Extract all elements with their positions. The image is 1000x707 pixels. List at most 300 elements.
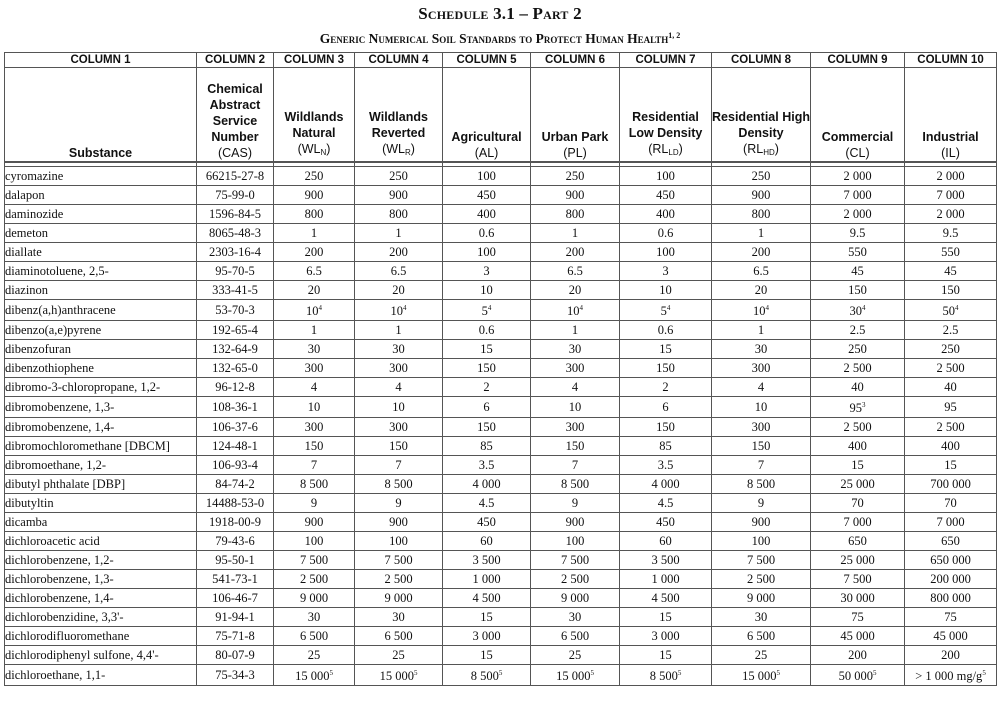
column-header-3 [274, 68, 355, 163]
value-cell: 45 [905, 262, 997, 281]
value-cell: 2 500 [905, 418, 997, 437]
footnote-marker: 5 [590, 669, 594, 677]
value-cell: 30 [274, 340, 355, 359]
value-cell: 4 000 [620, 475, 712, 494]
value-cell: 45 000 [905, 627, 997, 646]
value-cell: 4 500 [443, 589, 531, 608]
value-cell: 300 [531, 359, 620, 378]
column-header-label: Wildlands Natural [284, 110, 344, 140]
value-cell: 6.5 [712, 262, 811, 281]
value-cell: 9.5 [905, 224, 997, 243]
cas-cell: 66215-27-8 [197, 167, 274, 186]
footnote-marker: 5 [498, 669, 503, 677]
column-header-abbreviation: $(RL_{LD})$ [648, 142, 683, 157]
table-row [5, 532, 997, 551]
value-cell: 150 [531, 437, 620, 456]
value-cell: 7 [355, 456, 443, 475]
cas-cell: 106-93-4 [197, 456, 274, 475]
column-header-7 [620, 68, 712, 163]
value-cell: 15 $000^5$ [274, 665, 355, 686]
value-cell: 300 [712, 359, 811, 378]
value-cell: 9.5 [811, 224, 905, 243]
footnote-marker: 4 [487, 304, 492, 312]
value-cell: 1 [355, 321, 443, 340]
column-number-2: COLUMN 2 [197, 53, 274, 68]
value-cell: 3 500 [620, 551, 712, 570]
value-cell: 200 [274, 243, 355, 262]
value-cell: 60 [620, 532, 712, 551]
value-cell: 700 000 [905, 475, 997, 494]
substance-cell: dibromobenzene, 1,3- [5, 397, 197, 418]
value-cell: 4.5 [443, 494, 531, 513]
column-header-4 [355, 68, 443, 163]
value-cell: 3.5 [443, 456, 531, 475]
substance-cell: dibutyl phthalate [DBP] [5, 475, 197, 494]
substance-cell: cyromazine [5, 167, 197, 186]
substance-cell: dichlorodiphenyl sulfone, 4,4'- [5, 646, 197, 665]
footnote-marker: 4 [955, 304, 959, 312]
value-cell: 75 [905, 608, 997, 627]
value-cell: 800 [712, 205, 811, 224]
value-cell: 250 [531, 167, 620, 186]
value-cell: 3 000 [620, 627, 712, 646]
value-cell: 100 [620, 243, 712, 262]
value-cell: 900 [274, 186, 355, 205]
document-title: Schedule 3.1 – Part 2 [418, 4, 582, 23]
column-header-label: Urban Park [541, 130, 609, 144]
value-cell: 6.5 [355, 262, 443, 281]
value-cell: 1 000 [620, 570, 712, 589]
value-cell: 8 $500^5$ [443, 665, 531, 686]
value-cell: 2 [620, 378, 712, 397]
substance-cell: dibromochloromethane [DBCM] [5, 437, 197, 456]
table-row [5, 321, 997, 340]
value-cell: 300 [274, 418, 355, 437]
value-cell: > 1 000 $mg/g^5$ [905, 665, 997, 686]
value-cell: 100 [620, 167, 712, 186]
footnote-marker: 5 [776, 669, 780, 677]
substance-cell: dalapon [5, 186, 197, 205]
value-cell: 200 [531, 243, 620, 262]
substance-cell: dibenz(a,h)anthracene [5, 300, 197, 321]
table-row [5, 167, 997, 186]
value-cell: 450 [620, 513, 712, 532]
column-header-1 [5, 68, 197, 163]
value-cell: 30 [531, 608, 620, 627]
value-cell: 10 [355, 397, 443, 418]
value-cell: 7 [531, 456, 620, 475]
cas-cell: 79-43-6 [197, 532, 274, 551]
table-row [5, 494, 997, 513]
footnote-marker: 4 [862, 304, 866, 312]
value-cell: 7 000 [905, 513, 997, 532]
substance-cell: dibromo-3-chloropropane, 1,2- [5, 378, 197, 397]
value-cell: 900 [355, 513, 443, 532]
column-header-label: Industrial [922, 130, 979, 144]
value-cell: 0.6 [620, 224, 712, 243]
value-cell: $50^4$ [905, 300, 997, 321]
table-row [5, 205, 997, 224]
value-cell: 1 [712, 321, 811, 340]
value-cell: 6.5 [531, 262, 620, 281]
value-cell: 15 [443, 608, 531, 627]
column-header-abbreviation: (CL) [845, 146, 870, 160]
value-cell: 800 000 [905, 589, 997, 608]
cas-cell: 1596-84-5 [197, 205, 274, 224]
value-cell: 0.6 [443, 224, 531, 243]
value-cell: 9 000 [355, 589, 443, 608]
substance-cell: diazinon [5, 281, 197, 300]
value-cell: 450 [443, 186, 531, 205]
value-cell: 900 [531, 513, 620, 532]
value-cell: $10^4$ [355, 300, 443, 321]
value-cell: 300 [355, 359, 443, 378]
value-cell: 60 [443, 532, 531, 551]
value-cell: 0.6 [443, 321, 531, 340]
value-cell: 550 [811, 243, 905, 262]
column-number-9: COLUMN 9 [811, 53, 905, 68]
table-row [5, 359, 997, 378]
value-cell: 30 [712, 340, 811, 359]
column-header-abbreviation: (CAS) [217, 146, 253, 160]
value-cell: 1 [712, 224, 811, 243]
value-cell: 7 500 [274, 551, 355, 570]
column-number-4: COLUMN 4 [355, 53, 443, 68]
column-header-abbreviation: (PL) [563, 146, 587, 160]
value-cell: 25 [274, 646, 355, 665]
column-header-abbreviation: $(WL_N)$ [297, 142, 331, 157]
cas-cell: 96-12-8 [197, 378, 274, 397]
value-cell: 9 [274, 494, 355, 513]
value-cell: $5^4$ [443, 300, 531, 321]
value-cell: 2 500 [531, 570, 620, 589]
value-cell: 900 [712, 513, 811, 532]
value-cell: 800 [355, 205, 443, 224]
cas-cell: 75-71-8 [197, 627, 274, 646]
value-cell: 15 [620, 608, 712, 627]
value-cell: 30 [274, 608, 355, 627]
value-cell: 15 [620, 646, 712, 665]
subtitle-footnote: 1, 2 [668, 31, 681, 40]
substance-cell: demeton [5, 224, 197, 243]
value-cell: 15 $000^5$ [712, 665, 811, 686]
column-number-7: COLUMN 7 [620, 53, 712, 68]
value-cell: 250 [905, 340, 997, 359]
value-cell: 0.6 [620, 321, 712, 340]
value-cell: 2 500 [811, 418, 905, 437]
value-cell: 2 000 [811, 167, 905, 186]
value-cell: 4 000 [443, 475, 531, 494]
value-cell: 30 [355, 608, 443, 627]
value-cell: 7 000 [811, 186, 905, 205]
value-cell: 8 500 [274, 475, 355, 494]
column-header-row [5, 68, 997, 163]
value-cell: 50 $000^5$ [811, 665, 905, 686]
value-cell: 10 [443, 281, 531, 300]
value-cell: 40 [811, 378, 905, 397]
substance-cell: dichloroethane, 1,1- [5, 665, 197, 686]
value-cell: 100 [443, 167, 531, 186]
value-cell: 4 [355, 378, 443, 397]
value-cell: 250 [712, 167, 811, 186]
value-cell: 15 [443, 646, 531, 665]
cas-cell: 124-48-1 [197, 437, 274, 456]
cas-cell: 91-94-1 [197, 608, 274, 627]
value-cell: 9 [712, 494, 811, 513]
table-row [5, 378, 997, 397]
table-row [5, 589, 997, 608]
value-cell: 7 [274, 456, 355, 475]
column-number-6: COLUMN 6 [531, 53, 620, 68]
column-header-8 [712, 68, 811, 163]
value-cell: 20 [274, 281, 355, 300]
column-number-8: COLUMN 8 [712, 53, 811, 68]
value-cell: 3.5 [620, 456, 712, 475]
column-header-5 [443, 68, 531, 163]
value-cell: 100 [355, 532, 443, 551]
column-header-9 [811, 68, 905, 163]
value-cell: 2 500 [712, 570, 811, 589]
soil-standards-table [4, 52, 997, 686]
value-cell: 10 [712, 397, 811, 418]
value-cell: 9 [355, 494, 443, 513]
table-row [5, 646, 997, 665]
value-cell: 9 000 [274, 589, 355, 608]
column-header-6 [531, 68, 620, 163]
value-cell: 95 [905, 397, 997, 418]
value-cell: 150 [905, 281, 997, 300]
substance-cell: dichlorobenzene, 1,2- [5, 551, 197, 570]
column-number-1: COLUMN 1 [5, 53, 197, 68]
table-row [5, 300, 997, 321]
value-cell: 8 500 [531, 475, 620, 494]
value-cell: $10^4$ [531, 300, 620, 321]
value-cell: 2 500 [811, 359, 905, 378]
value-cell: 3 500 [443, 551, 531, 570]
value-cell: 6 500 [712, 627, 811, 646]
value-cell: 10 [620, 281, 712, 300]
cas-cell: 14488-53-0 [197, 494, 274, 513]
value-cell: 150 [620, 418, 712, 437]
value-cell: 300 [355, 418, 443, 437]
value-cell: 6 500 [531, 627, 620, 646]
value-cell: 7 500 [811, 570, 905, 589]
value-cell: 650 000 [905, 551, 997, 570]
value-cell: 70 [811, 494, 905, 513]
value-cell: 45 000 [811, 627, 905, 646]
value-cell: 400 [443, 205, 531, 224]
value-cell: 4.5 [620, 494, 712, 513]
table-row [5, 418, 997, 437]
value-cell: 4 [712, 378, 811, 397]
value-cell: 450 [620, 186, 712, 205]
value-cell: 300 [531, 418, 620, 437]
value-cell: 4 500 [620, 589, 712, 608]
value-cell: 200 [811, 646, 905, 665]
footnote-marker: 5 [413, 669, 418, 677]
document-subtitle: Generic Numerical Soil Standards to Protect Human Health$^{1, 2}$ [319, 31, 681, 46]
cas-cell: 95-50-1 [197, 551, 274, 570]
substance-cell: diallate [5, 243, 197, 262]
table-body [5, 167, 997, 686]
substance-cell: dicamba [5, 513, 197, 532]
column-header-label: Residential Low Density [628, 110, 703, 140]
footnote-marker: 4 [765, 304, 769, 312]
table-row [5, 551, 997, 570]
value-cell: 6 500 [274, 627, 355, 646]
column-header-abbreviation: (AL) [474, 146, 499, 160]
value-cell: 1 [274, 224, 355, 243]
value-cell: 150 [620, 359, 712, 378]
value-cell: $10^4$ [712, 300, 811, 321]
value-cell: 300 [274, 359, 355, 378]
value-cell: 650 [905, 532, 997, 551]
value-cell: 70 [905, 494, 997, 513]
value-cell: 200 [905, 646, 997, 665]
substance-cell: diaminotoluene, 2,5- [5, 262, 197, 281]
substance-cell: daminozide [5, 205, 197, 224]
footnote-marker: 5 [872, 669, 877, 677]
value-cell: 6 [620, 397, 712, 418]
column-number-5: COLUMN 5 [443, 53, 531, 68]
table-row [5, 437, 997, 456]
table-row [5, 262, 997, 281]
value-cell: 15 [811, 456, 905, 475]
table-row [5, 397, 997, 418]
substance-cell: dichlorobenzene, 1,4- [5, 589, 197, 608]
table-row [5, 627, 997, 646]
value-cell: 200 [355, 243, 443, 262]
value-cell: 2 000 [811, 205, 905, 224]
value-cell: 1 [531, 321, 620, 340]
value-cell: 150 [274, 437, 355, 456]
value-cell: 8 500 [355, 475, 443, 494]
value-cell: 15 $000^5$ [355, 665, 443, 686]
value-cell: 15 [443, 340, 531, 359]
substance-cell: dichloroacetic acid [5, 532, 197, 551]
value-cell: 7 500 [531, 551, 620, 570]
column-header-abbreviation: $(RL_{HD})$ [743, 142, 779, 157]
value-cell: 400 [811, 437, 905, 456]
table-row [5, 570, 997, 589]
table-row [5, 186, 997, 205]
value-cell: 8 $500^5$ [620, 665, 712, 686]
value-cell: 7 000 [811, 513, 905, 532]
table-row [5, 475, 997, 494]
table-row [5, 340, 997, 359]
value-cell: 85 [620, 437, 712, 456]
footnote-marker: 3 [862, 401, 866, 409]
value-cell: 400 [620, 205, 712, 224]
value-cell: 20 [355, 281, 443, 300]
footnote-marker: 4 [579, 304, 583, 312]
column-header-abbreviation: (IL) [941, 146, 960, 160]
value-cell: 30 000 [811, 589, 905, 608]
value-cell: 2 000 [905, 205, 997, 224]
value-cell: 4 [274, 378, 355, 397]
table-row [5, 456, 997, 475]
value-cell: 30 [355, 340, 443, 359]
value-cell: 45 [811, 262, 905, 281]
substance-cell: dibenzofuran [5, 340, 197, 359]
value-cell: 6 [443, 397, 531, 418]
value-cell: 100 [531, 532, 620, 551]
value-cell: 10 [274, 397, 355, 418]
substance-cell: dibenzo(a,e)pyrene [5, 321, 197, 340]
value-cell: 1 [274, 321, 355, 340]
value-cell: 75 [811, 608, 905, 627]
value-cell: 30 [531, 340, 620, 359]
column-header-label: Agricultural [451, 130, 522, 144]
footnote-marker: 5 [677, 669, 682, 677]
table-row [5, 608, 997, 627]
value-cell: 650 [811, 532, 905, 551]
value-cell: 1 000 [443, 570, 531, 589]
cas-cell: 80-07-9 [197, 646, 274, 665]
value-cell: 800 [274, 205, 355, 224]
value-cell: 450 [443, 513, 531, 532]
value-cell: 3 000 [443, 627, 531, 646]
substance-cell: dibromobenzene, 1,4- [5, 418, 197, 437]
value-cell: 900 [712, 186, 811, 205]
value-cell: 2 [443, 378, 531, 397]
value-cell: 40 [905, 378, 997, 397]
cas-cell: 541-73-1 [197, 570, 274, 589]
value-cell: 400 [905, 437, 997, 456]
column-header-label: Chemical Abstract Service Number [207, 82, 263, 144]
value-cell: 250 [355, 167, 443, 186]
value-cell: 9 000 [712, 589, 811, 608]
value-cell: 7 000 [905, 186, 997, 205]
cas-cell: 1918-00-9 [197, 513, 274, 532]
footnote-marker: 5 [982, 669, 986, 677]
value-cell: 7 [712, 456, 811, 475]
value-cell: 550 [905, 243, 997, 262]
substance-cell: dichlorobenzene, 1,3- [5, 570, 197, 589]
value-cell: $10^4$ [274, 300, 355, 321]
footnote-marker: 4 [403, 304, 407, 312]
substance-cell: dibutyltin [5, 494, 197, 513]
value-cell: 15 [620, 340, 712, 359]
value-cell: 8 500 [712, 475, 811, 494]
table-row [5, 224, 997, 243]
value-cell: 200 [712, 243, 811, 262]
value-cell: 1 [531, 224, 620, 243]
value-cell: 250 [811, 340, 905, 359]
cas-cell: 333-41-5 [197, 281, 274, 300]
value-cell: 100 [274, 532, 355, 551]
cas-cell: 106-46-7 [197, 589, 274, 608]
value-cell: 6 500 [355, 627, 443, 646]
cas-cell: 108-36-1 [197, 397, 274, 418]
value-cell: 25 000 [811, 475, 905, 494]
cas-cell: 132-64-9 [197, 340, 274, 359]
column-header-label: Substance [68, 146, 133, 160]
value-cell: 2 000 [905, 167, 997, 186]
column-header-10 [905, 68, 997, 163]
value-cell: 15 $000^5$ [531, 665, 620, 686]
table-row [5, 665, 997, 686]
value-cell: 9 000 [531, 589, 620, 608]
cas-cell: 192-65-4 [197, 321, 274, 340]
value-cell: 25 [531, 646, 620, 665]
column-header-label: Residential High Density [712, 110, 810, 140]
value-cell: 15 [905, 456, 997, 475]
value-cell: 25 [355, 646, 443, 665]
value-cell: 900 [355, 186, 443, 205]
substance-cell: dibromoethane, 1,2- [5, 456, 197, 475]
value-cell: 20 [531, 281, 620, 300]
